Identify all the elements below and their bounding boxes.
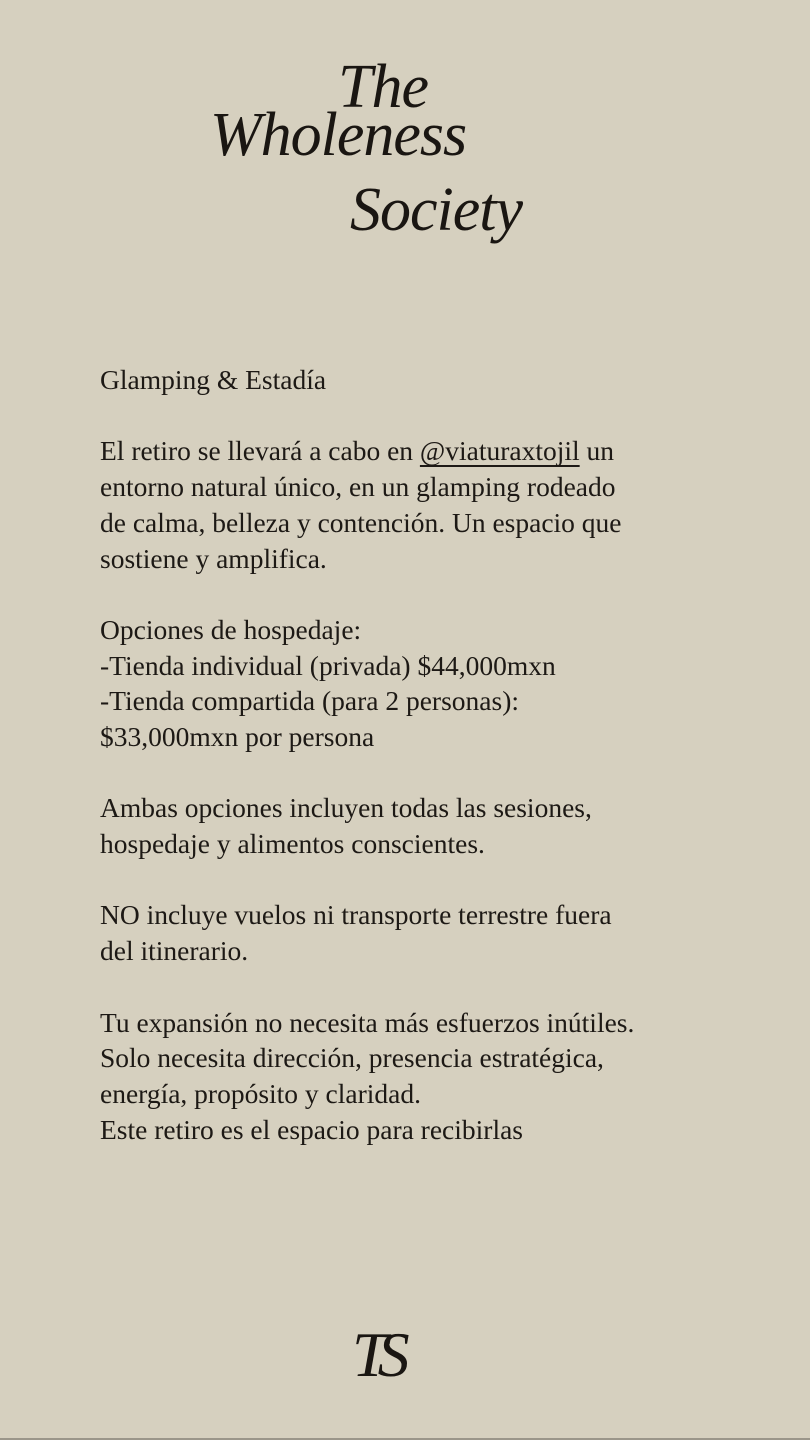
options-heading: Opciones de hospedaje: — [100, 613, 362, 645]
includes-paragraph: Ambas opciones incluyen todas las sesiones, hospedaje y alimentos conscientes. — [100, 792, 592, 860]
brand-logo — [0, 0, 810, 260]
closing-paragraph: Tu expansión no necesita más esfuerzos inútiles. Solo necesita dirección, presencia estratégica, energía, propósito y claridad. Este retiro es el espacio para recibirlas — [100, 1006, 635, 1145]
option-item: -Tienda individual (privada) $44,000mxn — [100, 649, 556, 681]
monogram-logo: TS — [352, 1319, 400, 1390]
excludes-paragraph: NO incluye vuelos ni transporte terrestre fuera del itinerario. — [100, 899, 612, 967]
option-item: $33,000mxn por persona — [100, 721, 375, 752]
venue-mention-link[interactable]: @viaturaxtojil — [419, 435, 580, 467]
story-text — [100, 362, 634, 1183]
logo-line-society: Society — [350, 176, 523, 244]
lodging-options — [100, 612, 634, 755]
intro-paragraph: El retiro se llevará a cabo en @viaturaxtojil un entorno natural único, en un glamping rodeado de calma, belleza y contención. Un espacio que sostiene y amplifica. — [100, 435, 622, 574]
section-title: Glamping & Estadía — [100, 364, 327, 395]
logo-line-wholeness: Wholeness — [210, 101, 467, 169]
option-item: -Tienda compartida (para 2 personas): — [100, 685, 519, 717]
logo-line-the: The — [338, 53, 428, 121]
